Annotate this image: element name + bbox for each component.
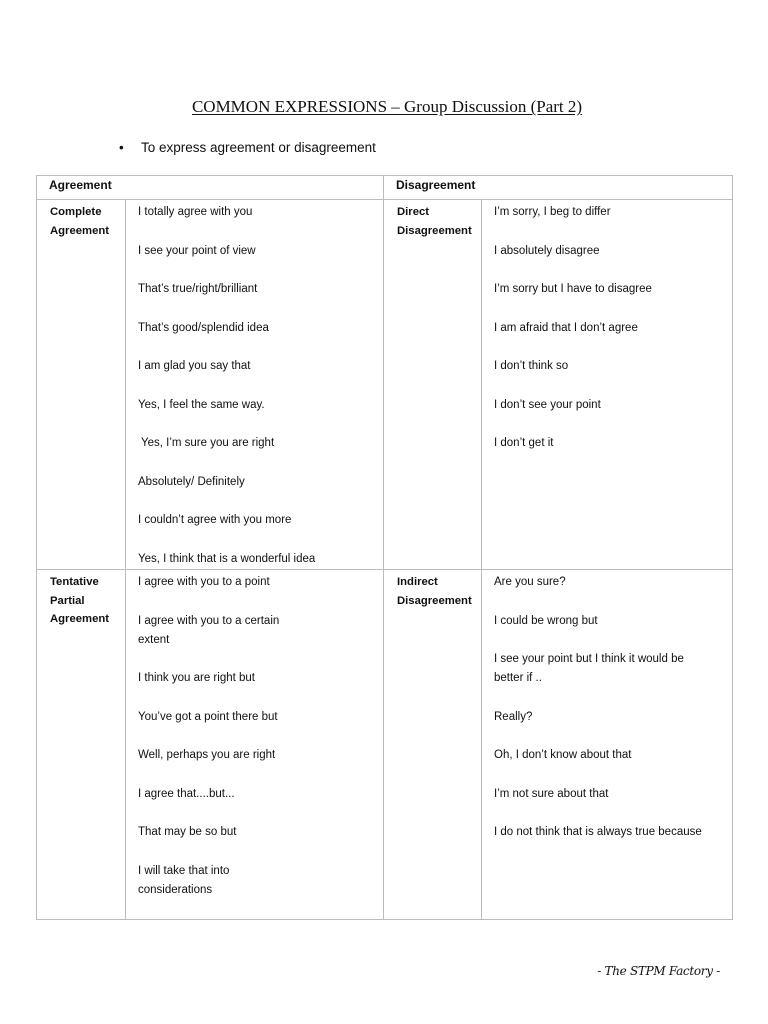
list-item: I am afraid that I don’t agree (494, 321, 638, 334)
label-line: Agreement (50, 224, 110, 237)
list-item: Yes, I feel the same way. (138, 398, 265, 411)
list-item: That’s good/splendid idea (138, 321, 269, 334)
indirect-disagreement-list (482, 570, 733, 920)
list-item: I’m sorry, I beg to differ (494, 206, 611, 218)
bullet-item (119, 140, 376, 155)
label-line: Agreement (50, 613, 110, 625)
footer-signature: - The STPM Factory - (597, 964, 720, 978)
table-row-tentative-indirect (37, 570, 733, 920)
list-item: Really? (494, 710, 533, 723)
list-item: I don’t think so (494, 360, 569, 372)
list-item: I absolutely disagree (494, 244, 600, 257)
label-line: Direct (397, 206, 430, 218)
bullet-text: To express agreement or disagreement (141, 140, 376, 155)
list-item: Yes, I’m sure you are right (138, 437, 275, 449)
list-item: I will take that into (138, 864, 230, 877)
table-header-row (37, 176, 733, 200)
label-indirect-disagreement (384, 570, 482, 920)
label-line: Tentative (50, 576, 99, 588)
header-agreement: Agreement (37, 176, 384, 200)
list-item: I’m not sure about that (494, 787, 609, 800)
page-title: COMMON EXPRESSIONS – Group Discussion (Part 2) (191, 97, 583, 116)
label-complete-agreement (37, 200, 126, 570)
list-item: I’m sorry but I have to disagree (494, 283, 652, 295)
list-item: I don’t get it (494, 437, 554, 449)
label-direct-disagreement (384, 200, 482, 570)
list-item: Well, perhaps you are right (138, 749, 276, 761)
list-item: Are you sure? (494, 576, 566, 588)
label-line: Complete (50, 206, 102, 218)
list-item: I totally agree with you (138, 206, 253, 218)
list-item: That’s true/right/brilliant (138, 283, 258, 295)
list-item: considerations (138, 883, 213, 896)
list-item: better if .. (494, 672, 542, 684)
complete-agreement-list (126, 200, 384, 570)
bullet-dot-icon: • (119, 140, 124, 155)
table-row-complete-direct (37, 200, 733, 570)
tentative-agreement-list (126, 570, 384, 920)
list-item: I think you are right but (138, 672, 255, 684)
list-item: I could be wrong but (494, 614, 598, 627)
expressions-table (36, 175, 733, 920)
list-item: I agree with you to a certain (138, 614, 280, 627)
list-item: Oh, I don’t know about that (494, 749, 632, 761)
label-tentative-partial-agreement (37, 570, 126, 920)
list-item: Absolutely/ Definitely (138, 475, 245, 488)
label-line: Disagreement (397, 594, 472, 607)
list-item: I agree that....but... (138, 787, 235, 800)
list-item: Yes, I think that is a wonderful idea (138, 552, 316, 565)
list-item: I do not think that is always true because (494, 826, 702, 838)
list-item: You’ve got a point there but (138, 710, 278, 723)
label-line: Disagreement (397, 224, 472, 237)
list-item: I see your point but I think it would be (494, 653, 684, 665)
direct-disagreement-list (482, 200, 733, 570)
list-item: I agree with you to a point (138, 576, 270, 588)
list-item: I couldn’t agree with you more (138, 514, 292, 526)
list-item: I don’t see your point (494, 398, 601, 411)
list-item: I am glad you say that (138, 360, 251, 372)
list-item: extent (138, 633, 170, 646)
label-line: Indirect (397, 576, 438, 588)
label-line: Partial (50, 594, 85, 607)
header-disagreement: Disagreement (384, 176, 733, 200)
list-item: That may be so but (138, 826, 237, 838)
list-item: I see your point of view (138, 244, 256, 257)
